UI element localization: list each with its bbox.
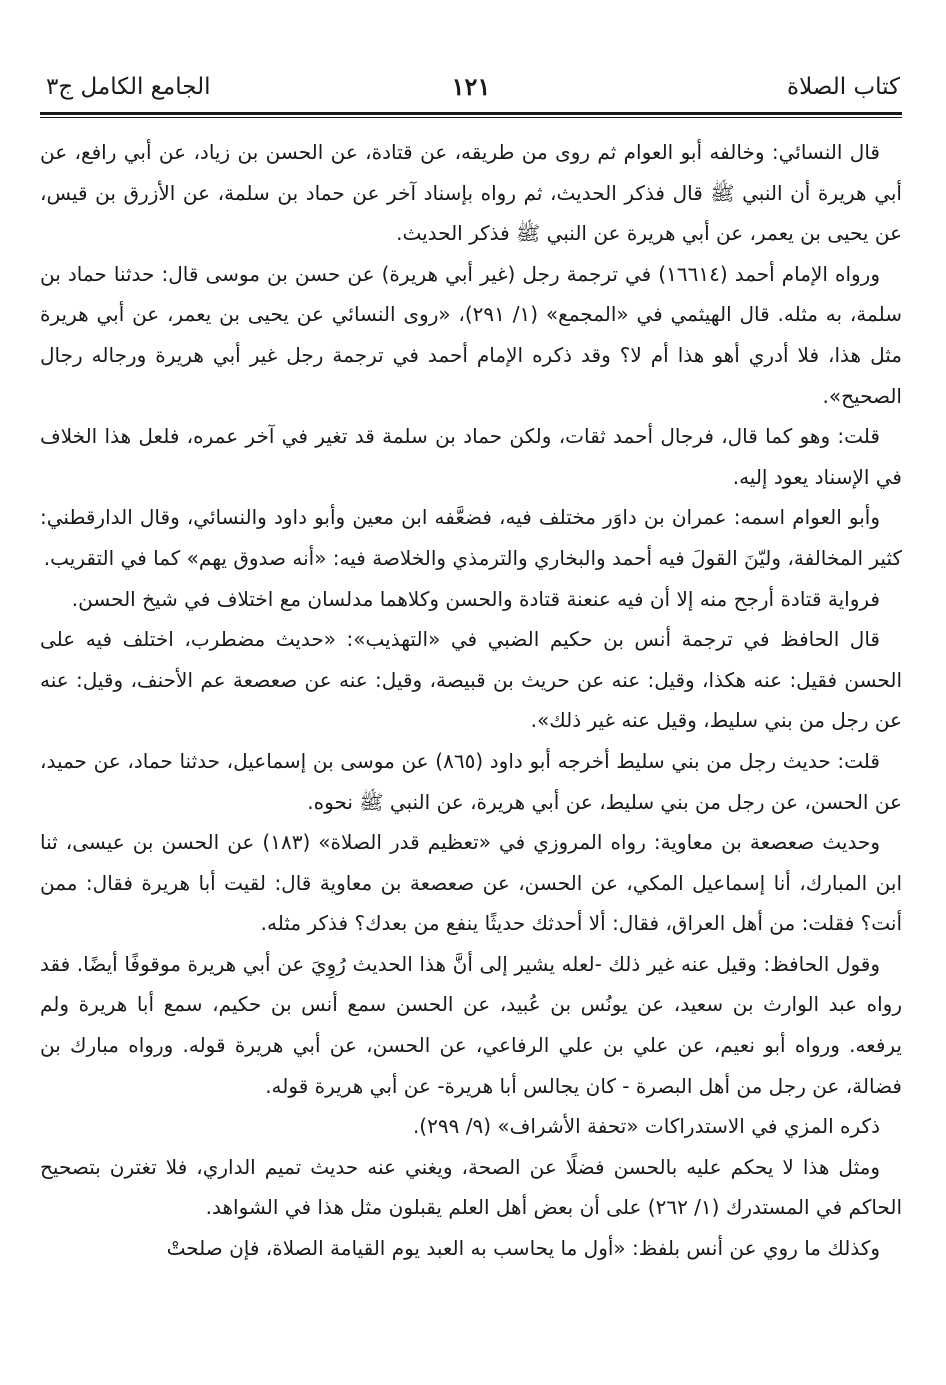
paragraph-12: وكذلك ما روي عن أنس بلفظ: «أول ما يحاسب به العبد يوم القيامة الصلاة، فإن صلحتْ (166, 1236, 880, 1261)
paragraph-2: ورواه الإمام أحمد (١٦٦١٤) في ترجمة رجل (غير أبي هريرة) عن حسن بن موسى قال: حدثنا حماد بن سلمة، به مثله. قال الهيثمي في «المجمع» (١/ ٢٩١)، «روى النسائي عن يحيى بن يعمر، عن أبي هريرة مثل هذا، فلا أدري أهو هذا أم لا؟ وقد ذكره الإمام أحمد في ترجمة رجل غير أبي هريرة ورجاله رجال الصحيح». (40, 261, 902, 408)
book-page (40, 70, 902, 1370)
header-rule-thick (40, 112, 902, 115)
paragraph-5: فرواية قتادة أرجح منه إلا أن فيه عنعنة قتادة والحسن وكلاهما مدلسان مع اختلاف في شيخ الحسن. (71, 586, 880, 611)
paragraph-9: وقول الحافظ: وقيل عنه غير ذلك -لعله يشير إلى أنَّ هذا الحديث رُوِيَ عن أبي هريرة موقوفًا أيضًا. فقد رواه عبد الوارث بن سعيد، عن يونُس بن عُبيد، عن الحسن سمع أنس بن حكيم، سمع أبا هريرة ولم يرفعه. ورواه أبو نعيم، عن علي بن علي الرفاعي، عن الحسن، عن أبي هريرة قوله. ورواه مبارك بن فضالة، عن رجل من أهل البصرة - كان يجالس أبا هريرة- عن أبي هريرة قوله. (40, 951, 902, 1098)
header-rule-thin (40, 117, 902, 118)
paragraph-3: قلت: وهو كما قال، فرجال أحمد ثقات، ولكن حماد بن سلمة قد تغير في آخر عمره، فلعل هذا الخلاف في الإسناد يعود إليه. (40, 424, 902, 489)
page-number: ١٢١ (451, 72, 491, 101)
body-text (40, 132, 902, 1269)
running-header (40, 70, 902, 110)
paragraph-6: قال الحافظ في ترجمة أنس بن حكيم الضبي في «التهذيب»: «حديث مضطرب، اختلف فيه على الحسن فقيل: عنه هكذا، وقيل: عنه عن حريث بن قبيصة، وقيل: عنه عن صعصعة عم الأحنف، وقيل: عنه عن رجل من بني سليط، وقيل عنه غير ذلك». (40, 627, 902, 733)
paragraph-8: وحديث صعصعة بن معاوية: رواه المروزي في «تعظيم قدر الصلاة» (١٨٣) عن الحسن بن عيسى، ثنا ابن المبارك، أنا إسماعيل المكي، عن الحسن، عن صعصعة بن معاوية قال: لقيت أبا هريرة فقال: ممن أنت؟ فقلت: من أهل العراق، فقال: ألا أحدثك حديثًا ينفع من بعدك؟ فذكر مثله. (40, 830, 902, 936)
paragraph-11: ومثل هذا لا يحكم عليه بالحسن فضلًا عن الصحة، ويغني عنه حديث تميم الداري، فلا تغترن بتصحيح الحاكم في المستدرك (١/ ٢٦٢) على أن بعض أهل العلم يقبلون مثل هذا في الشواهد. (40, 1154, 902, 1220)
paragraph-1: قال النسائي: وخالفه أبو العوام ثم روى من طريقه، عن قتادة، عن الحسن بن زياد، عن أبي رافع، عن أبي هريرة أن النبي ﷺ قال فذكر الحديث، ثم رواه بإسناد آخر عن حماد بن سلمة، عن الأزرق بن قيس، عن يحيى بن يعمر، عن أبي هريرة عن النبي ﷺ فذكر الحديث. (40, 140, 902, 246)
paragraph-10: ذكره المزي في الاستدراكات «تحفة الأشراف» (٩/ ٢٩٩). (412, 1114, 880, 1139)
volume-title: الجامع الكامل ج٣ (46, 74, 211, 100)
paragraph-7: قلت: حديث رجل من بني سليط أخرجه أبو داود (٨٦٥) عن موسى بن إسماعيل، حدثنا حماد، عن حميد، عن الحسن، عن رجل من بني سليط، عن أبي هريرة، عن النبي ﷺ نحوه. (40, 748, 902, 814)
paragraph-4: وأبو العوام اسمه: عمران بن داوَر مختلف فيه، فضعَّفه ابن معين وأبو داود والنسائي، وقال الدارقطني: كثير المخالفة، وليّنَ القولَ فيه أحمد والبخاري والترمذي والخلاصة فيه: «أنه صدوق يهم» كما في التقريب. (40, 505, 902, 570)
section-title: كتاب الصلاة (787, 74, 900, 100)
